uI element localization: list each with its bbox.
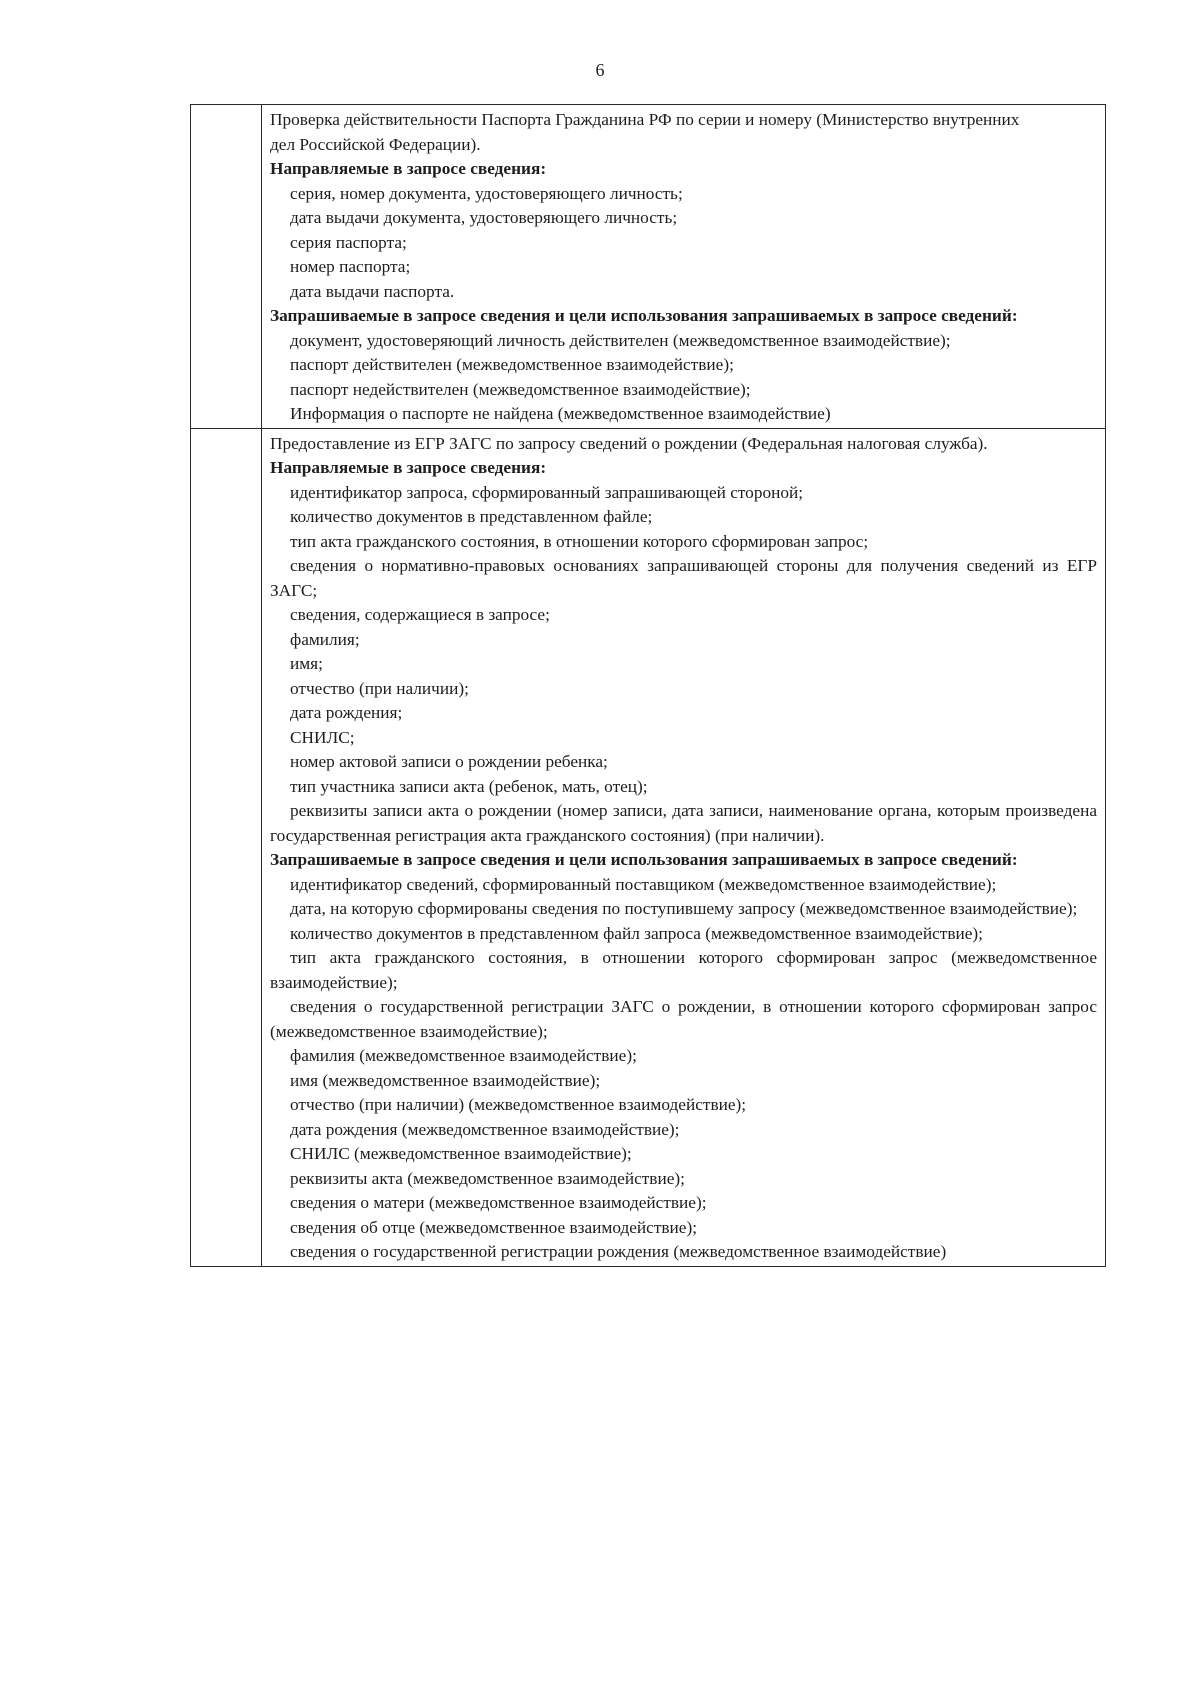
list-item: фамилия;: [290, 629, 360, 649]
list-item: тип участника записи акта (ребенок, мать, отец);: [290, 776, 648, 796]
sent-heading: Направляемые в запросе сведения:: [270, 159, 547, 178]
list-item: реквизиты акта (межведомственное взаимодействие);: [290, 1168, 685, 1188]
list-item: номер паспорта;: [290, 257, 411, 276]
list-item: Информация о паспорте не найдена (межведомственное взаимодействие): [290, 404, 831, 423]
list-item: сведения о нормативно-правовых основаниях запрашивающей стороны для получения сведений из ЕГР ЗАГС;: [270, 556, 1097, 600]
list-item: дата выдачи документа, удостоверяющего личность;: [290, 208, 678, 227]
list-item: тип акта гражданского состояния, в отношении которого сформирован запрос;: [290, 531, 869, 551]
list-item: номер актовой записи о рождении ребенка;: [290, 752, 608, 771]
list-item: фамилия (межведомственное взаимодействие);: [290, 1046, 637, 1065]
list-item: сведения о государственной регистрации рождения (межведомственное взаимодействие): [290, 1242, 947, 1261]
table-cell-empty: [190, 429, 262, 1266]
list-item: паспорт недействителен (межведомственное взаимодействие);: [290, 379, 751, 399]
requested-heading: Запрашиваемые в запросе сведения и цели использования запрашиваемых в запросе сведений:: [270, 850, 1018, 869]
list-item: реквизиты записи акта о рождении (номер записи, дата записи, наименование органа, которым произведена государственная регистрация акта гражданского состояния) (при наличии).: [270, 801, 1097, 845]
list-item: сведения об отце (межведомственное взаимодействие);: [290, 1217, 698, 1237]
list-item: сведения о матери (межведомственное взаимодействие);: [290, 1193, 707, 1212]
list-item: имя (межведомственное взаимодействие);: [290, 1070, 601, 1090]
list-item: имя;: [290, 654, 323, 673]
list-item: количество документов в представленном файл запроса (межведомственное взаимодействие);: [290, 923, 983, 943]
sent-heading: Направляемые в запросе сведения:: [270, 458, 547, 477]
list-item: дата рождения;: [290, 703, 403, 722]
list-item: дата рождения (межведомственное взаимодействие);: [290, 1119, 680, 1139]
list-item: сведения о государственной регистрации ЗАГС о рождении, в отношении которого сформирован запрос (межведомственное взаимодействие);: [270, 997, 1097, 1041]
list-item: СНИЛС (межведомственное взаимодействие);: [290, 1144, 632, 1163]
table-cell-content: [262, 429, 1106, 1266]
list-item: тип акта гражданского состояния, в отношении которого сформирован запрос (межведомственное взаимодействие);: [270, 948, 1097, 992]
list-item: сведения, содержащиеся в запросе;: [290, 605, 550, 624]
list-item: идентификатор сведений, сформированный поставщиком (межведомственное взаимодействие);: [290, 874, 997, 894]
requested-heading: Запрашиваемые в запросе сведения и цели использования запрашиваемых в запросе сведений:: [270, 306, 1018, 325]
list-item: дата выдачи паспорта.: [290, 281, 455, 301]
service-title: Предоставление из ЕГР ЗАГС по запросу сведений о рождении (Федеральная налоговая служба).: [270, 433, 988, 453]
list-item: документ, удостоверяющий личность действителен (межведомственное взаимодействие);: [290, 330, 951, 350]
list-item: СНИЛС;: [290, 727, 355, 747]
list-item: серия паспорта;: [290, 232, 407, 252]
list-item: идентификатор запроса, сформированный запрашивающей стороной;: [290, 482, 804, 502]
table-cell-empty: [190, 105, 262, 428]
page-number: 6: [595, 60, 605, 80]
services-table: [190, 104, 1106, 1267]
list-item: количество документов в представленном файле;: [290, 507, 653, 526]
list-item: серия, номер документа, удостоверяющего личность;: [290, 183, 683, 203]
service-title: Проверка действительности Паспорта Гражданина РФ по серии и номеру (Министерство внутренних дел Российской Федерации).: [270, 110, 1020, 154]
list-item: дата, на которую сформированы сведения по поступившему запросу (межведомственное взаимодействие);: [290, 899, 1078, 918]
table-row: [190, 105, 1106, 428]
list-item: отчество (при наличии) (межведомственное взаимодействие);: [290, 1095, 747, 1114]
table-row: [190, 428, 1106, 1266]
table-cell-content: [262, 105, 1106, 428]
list-item: отчество (при наличии);: [290, 678, 469, 698]
list-item: паспорт действителен (межведомственное взаимодействие);: [290, 355, 734, 374]
